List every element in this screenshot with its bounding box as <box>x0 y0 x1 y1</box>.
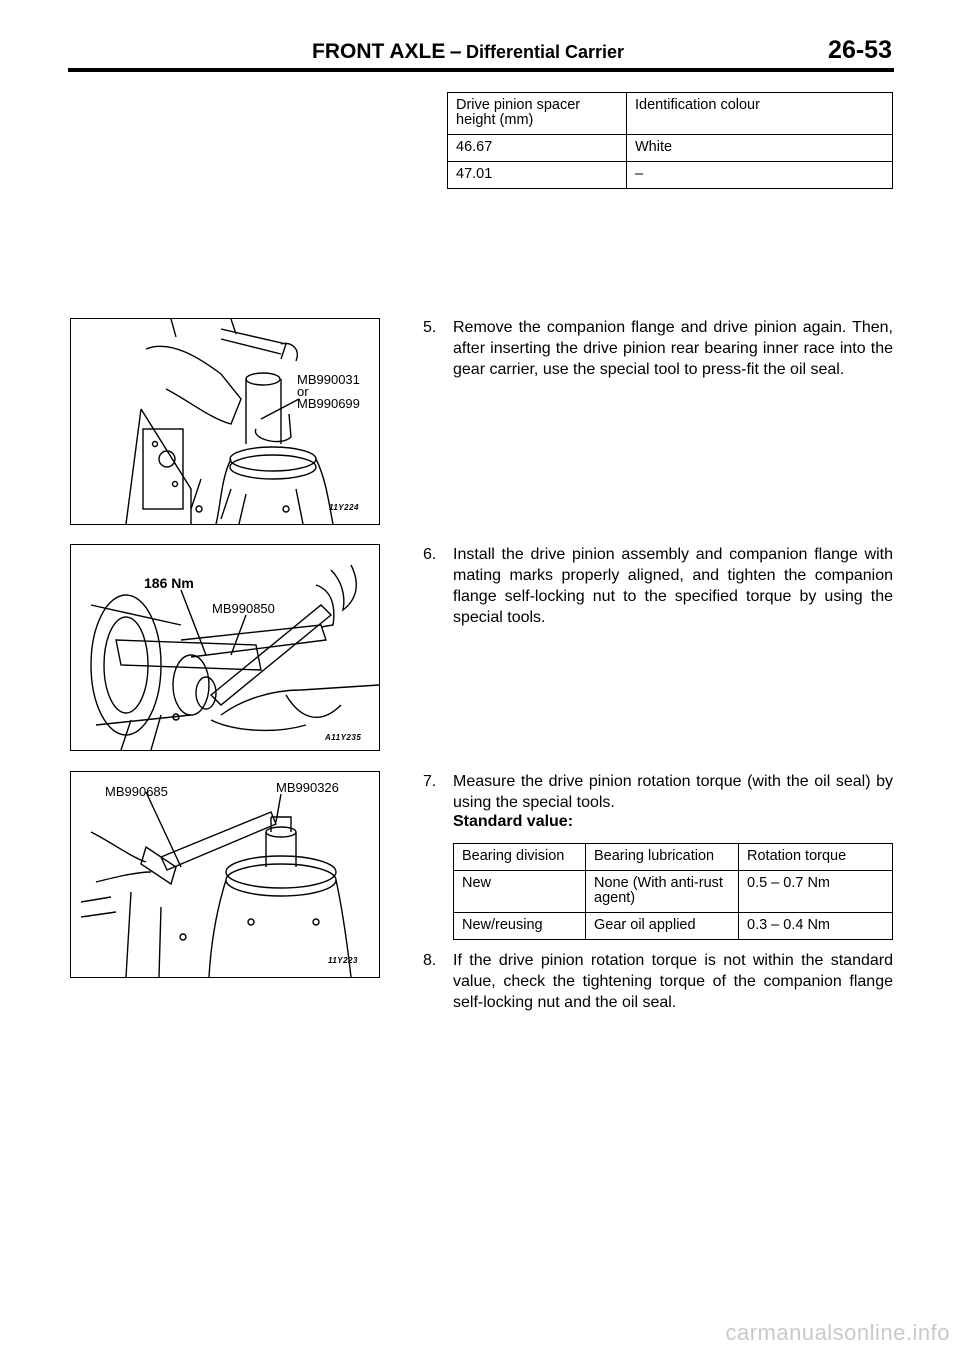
step-6 <box>423 544 893 628</box>
step-number: 7. <box>423 773 437 790</box>
standard-value-label: Standard value: <box>453 813 574 830</box>
table-cell: 46.67 <box>448 135 627 162</box>
table-row <box>448 162 893 189</box>
figure-press-fit-oil-seal <box>70 318 380 525</box>
callout-tool: MB990850 <box>212 601 275 616</box>
table-header-cell: Bearing lubrication <box>586 844 739 871</box>
table-cell: 47.01 <box>456 166 493 182</box>
table-cell: White <box>627 135 893 162</box>
table-row <box>454 871 893 913</box>
torque-table <box>453 843 893 940</box>
header-rule <box>68 68 894 72</box>
table-cell: New <box>454 871 586 913</box>
figure-code: 11Y223 <box>328 956 358 965</box>
callout-torque: 186 Nm <box>144 575 194 591</box>
step-number: 6. <box>423 546 437 563</box>
table-cell: 0.5 – 0.7 Nm <box>739 871 893 913</box>
step-7 <box>423 771 893 813</box>
step-8 <box>423 950 893 1013</box>
subsection-title: Differential Carrier <box>465 42 625 62</box>
table-row <box>448 135 893 162</box>
table-header-cell: Drive pinion spacer height (mm) <box>448 93 627 135</box>
figure-code: 11Y224 <box>329 503 359 512</box>
step-text: Remove the companion flange and drive pinion again. Then, after inserting the drive pinion rear bearing inner race into the gear carrier, use the special tool to press-fit the oil seal. <box>453 319 893 378</box>
page-number: 26-53 <box>828 36 892 64</box>
table-cell: – <box>627 162 893 189</box>
callout-tool-2: MB990699 <box>297 396 360 411</box>
figure-illustration <box>71 772 379 977</box>
table-cell: New/reusing <box>462 917 543 933</box>
figure-code: A11Y235 <box>325 733 362 742</box>
step-number: 5. <box>423 319 437 336</box>
callout-tool-1: MB990685 <box>105 784 168 799</box>
figure-tighten-flange-nut <box>70 544 380 751</box>
step-text: If the drive pinion rotation torque is not within the standard value, check the tightening torque of the companion flange self-locking nut and the oil seal. <box>453 952 893 1011</box>
step-text: Measure the drive pinion rotation torque (with the oil seal) by using the special tools. <box>453 773 893 811</box>
figure-illustration <box>71 319 379 524</box>
figure-measure-rotation-torque <box>70 771 380 978</box>
step-text: Install the drive pinion assembly and companion flange with mating marks properly aligned, and tighten the companion flange self-locking nut to the specified torque by using the special tools. <box>453 546 893 626</box>
spacer-table <box>447 92 893 189</box>
table-header-row <box>454 844 893 871</box>
table-header-cell: Bearing division <box>454 844 586 871</box>
watermark[interactable]: carmanualsonline.info <box>725 1320 950 1345</box>
table-cell: Gear oil applied <box>586 913 739 940</box>
section-title: FRONT AXLE <box>312 40 446 63</box>
step-number: 8. <box>423 952 437 969</box>
page-title <box>312 40 624 64</box>
table-cell: None (With anti-rust agent) <box>586 871 739 913</box>
table-row <box>454 913 893 940</box>
table-header-cell: Rotation torque <box>739 844 893 871</box>
figure-illustration <box>71 545 379 750</box>
step-5 <box>423 317 893 380</box>
title-dash: – <box>449 40 462 63</box>
table-cell: 0.3 – 0.4 Nm <box>739 913 893 940</box>
callout-tool-2: MB990326 <box>276 780 339 795</box>
callout-or: or <box>297 384 309 399</box>
callout-tool-1: MB990031 <box>297 372 360 387</box>
table-header-row <box>448 93 893 135</box>
table-header-cell: Identification colour <box>627 93 893 135</box>
